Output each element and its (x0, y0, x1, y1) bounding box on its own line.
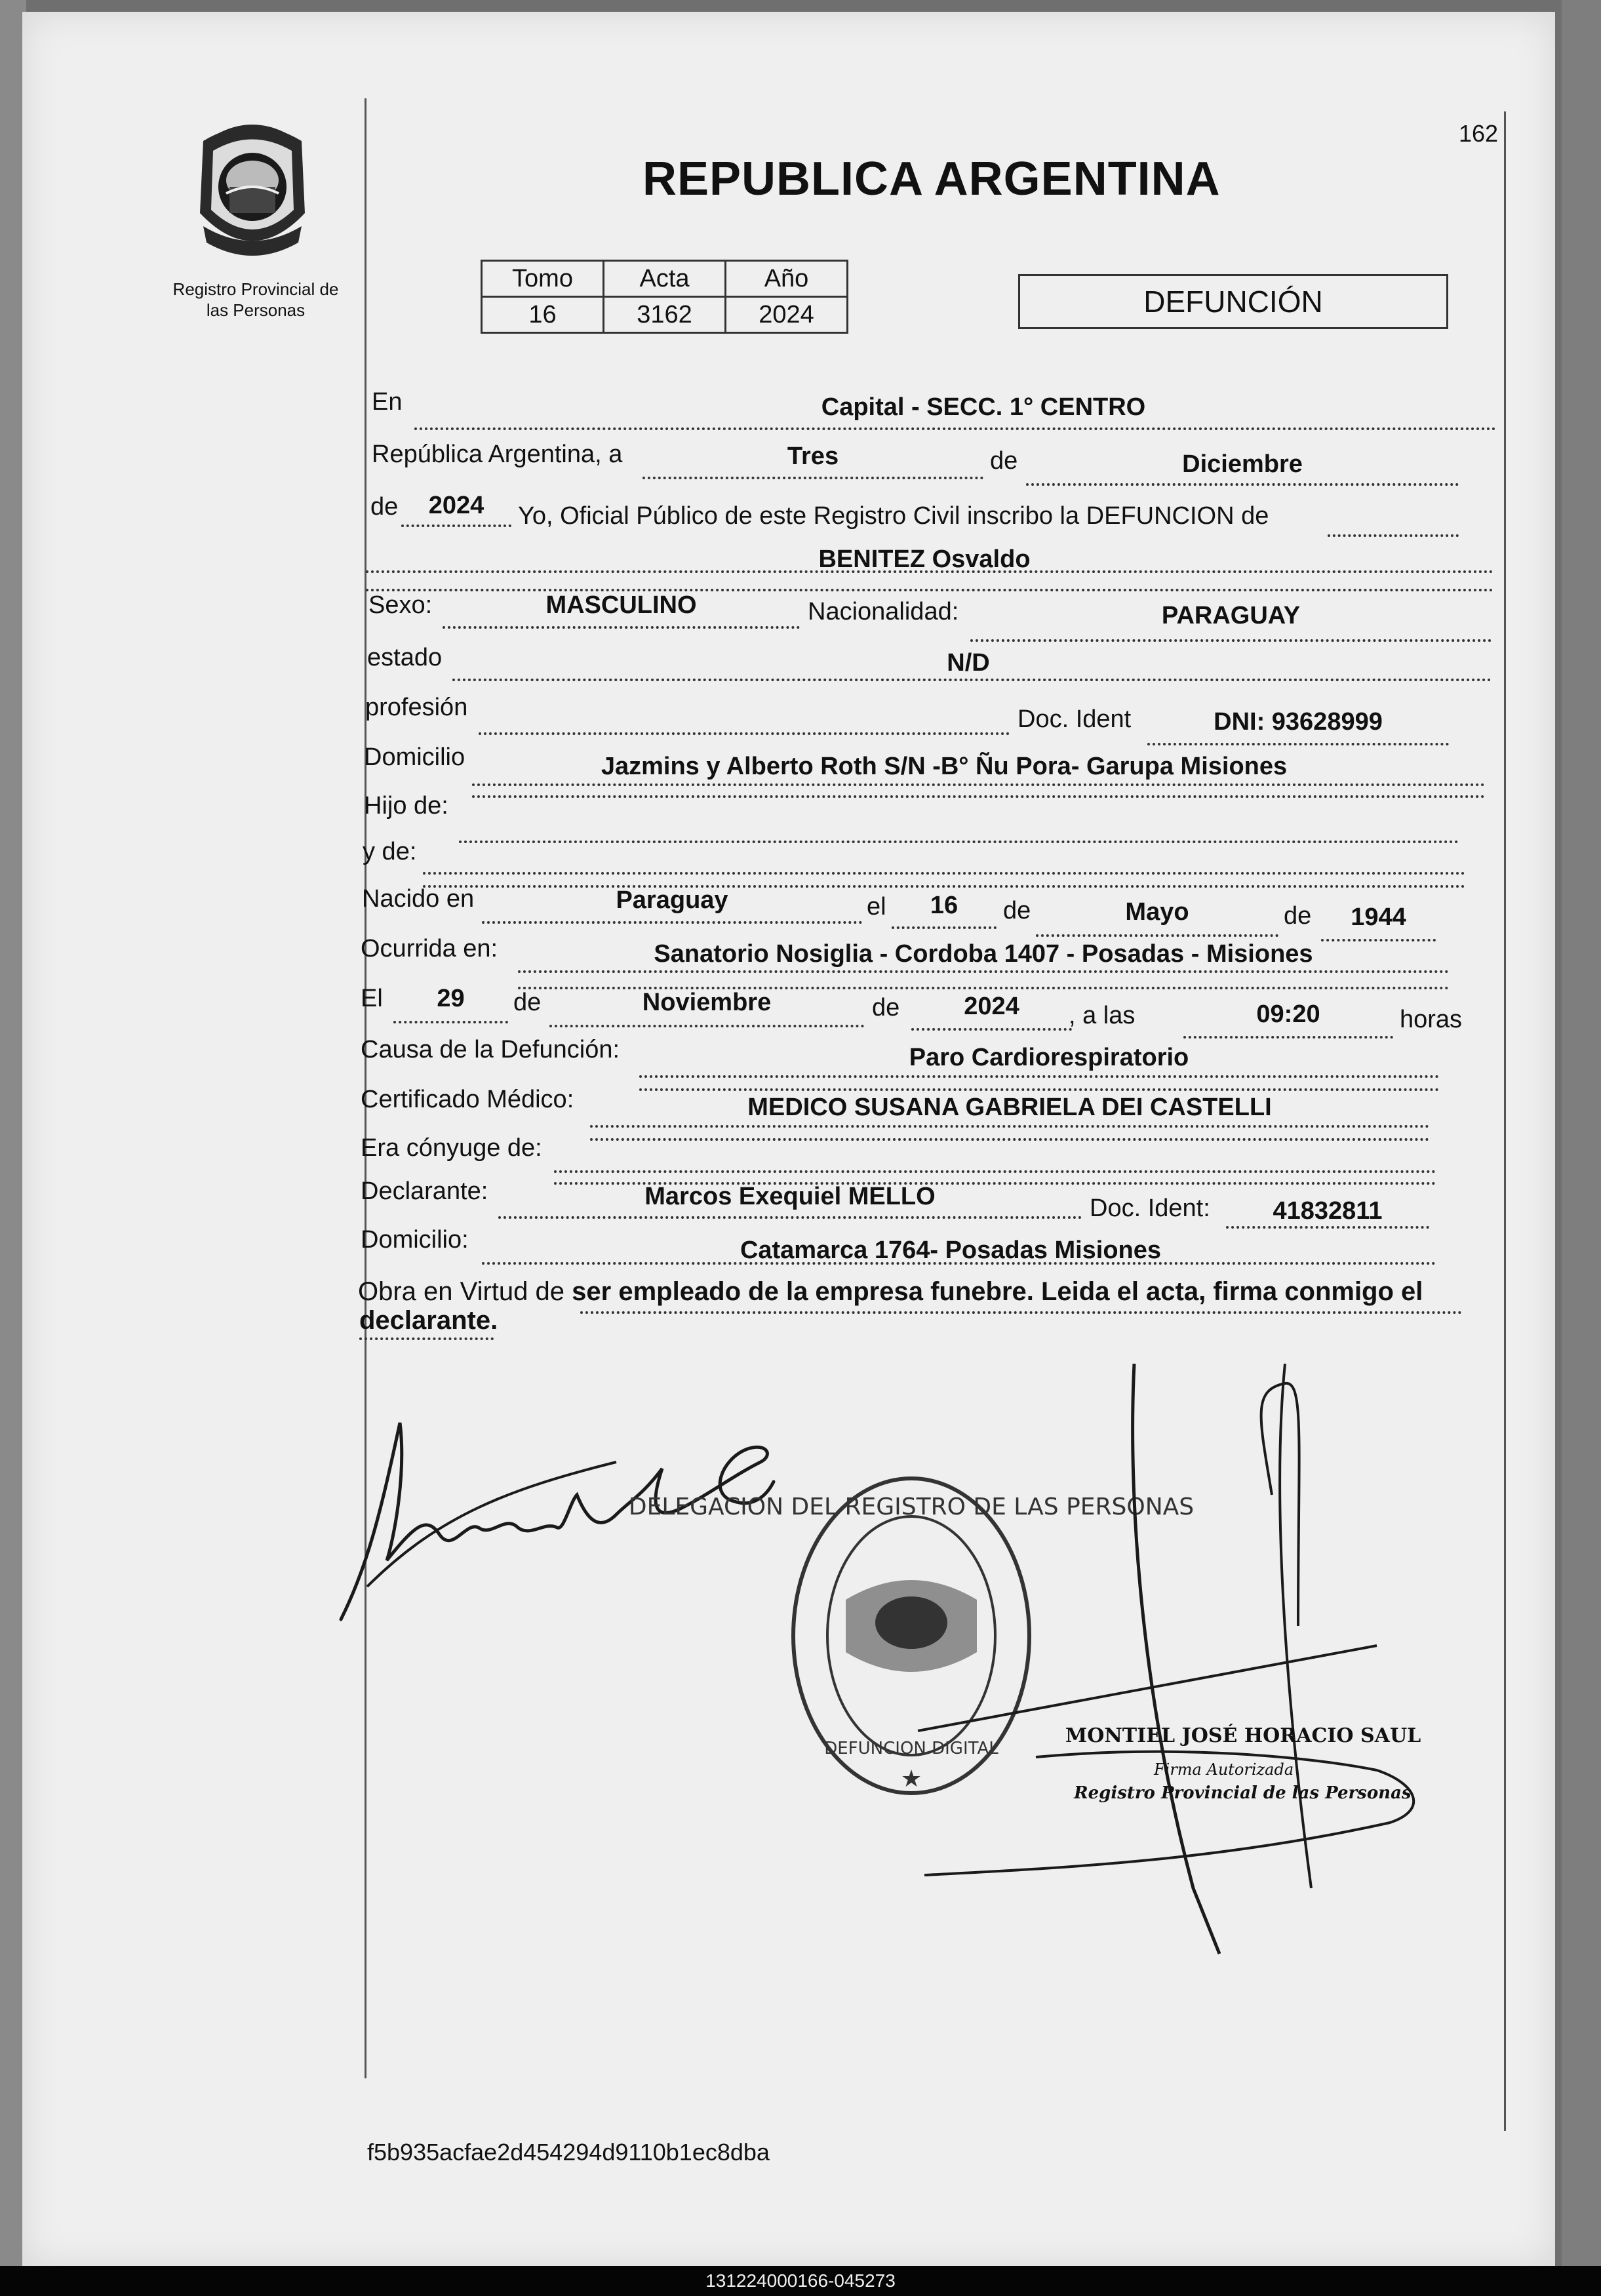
label-fecha-el: El (361, 985, 383, 1012)
dots-causa-b (639, 1088, 1439, 1091)
official-stamp-role: Firma Autorizada (1154, 1760, 1294, 1779)
label-estado: estado (367, 644, 443, 671)
dots-nacionalidad (970, 639, 1492, 642)
label-causa: Causa de la Defunción: (361, 1036, 620, 1063)
value-death-year: 2024 (964, 993, 1019, 1020)
ref-header-acta: Acta (604, 261, 726, 297)
dots-death-day (393, 1021, 508, 1023)
official-signature (918, 1364, 1442, 1954)
label-republica-de: de (990, 447, 1018, 475)
label-nacionalidad: Nacionalidad: (808, 598, 959, 625)
value-obra-line1: ser empleado de la empresa funebre. Leida el acta, firma conmigo el (572, 1277, 1423, 1306)
value-doc-ident: DNI: 93628999 (1214, 708, 1383, 736)
dots-en (414, 427, 1496, 430)
label-sexo: Sexo: (368, 591, 433, 619)
dots-birth-place (482, 921, 862, 924)
label-republica: República Argentina, a (372, 441, 623, 468)
ref-value-tomo: 16 (482, 297, 604, 333)
value-sexo: MASCULINO (545, 591, 697, 619)
record-type-box: DEFUNCIÓN (1018, 274, 1448, 329)
label-fecha-horas: horas (1400, 1006, 1463, 1033)
registry-caption-line1: Registro Provincial de (172, 279, 339, 299)
right-margin-line (1504, 111, 1506, 2131)
label-nacido-de2: de (1284, 902, 1312, 930)
registry-caption (151, 279, 361, 321)
label-fecha-a-las: , a las (1069, 1002, 1136, 1029)
dots-estado (452, 679, 1492, 681)
reference-table (481, 260, 848, 334)
ref-value-ano: 2024 (726, 297, 848, 333)
document-title: REPUBLICA ARGENTINA (642, 153, 1221, 205)
dots-year (401, 525, 511, 527)
label-domicilio: Domicilio (364, 743, 465, 771)
dots-doc-ident (1147, 743, 1449, 745)
value-declarante-domicilio: Catamarca 1764- Posadas Misiones (740, 1237, 1162, 1264)
label-profesion: profesión (365, 694, 468, 721)
label-declarante-doc: Doc. Ident: (1090, 1195, 1210, 1222)
label-obra: Obra en Virtud de (358, 1277, 565, 1306)
label-year-de: de (370, 493, 399, 521)
obra-en-virtud-line1 (358, 1277, 1423, 1307)
scan-edge-right (1562, 0, 1601, 2268)
label-en: En (372, 388, 403, 416)
dots-death-month (549, 1025, 864, 1027)
value-cause-of-death: Paro Cardiorespiratorio (909, 1044, 1189, 1071)
ref-header-tomo: Tomo (482, 261, 604, 297)
dots-conyuge-a (554, 1170, 1436, 1173)
value-medical-certificate: MEDICO SUSANA GABRIELA DEI CASTELLI (747, 1094, 1272, 1121)
dots-hijo-de (459, 841, 1459, 843)
value-obra-line2: declarante. (359, 1306, 498, 1335)
label-nacido-en: Nacido en (362, 885, 475, 913)
value-death-day: 29 (437, 985, 465, 1012)
dots-obra-line2 (359, 1337, 494, 1340)
dots-declarante-doc (1226, 1226, 1429, 1229)
ref-header-ano: Año (726, 261, 848, 297)
ref-value-acta: 3162 (604, 297, 726, 333)
registry-statement: Yo, Oficial Público de este Registro Civil inscribo la DEFUNCION de (518, 502, 1269, 530)
dots-certificado-a (590, 1125, 1429, 1128)
value-nacionalidad: PARAGUAY (1161, 602, 1301, 629)
label-ocurrida-en: Ocurrida en: (361, 935, 498, 962)
label-hijo-de: Hijo de: (364, 792, 448, 820)
label-fecha-de1: de (513, 989, 542, 1016)
provincial-crest-logo (190, 115, 315, 266)
official-stamp-name: MONTIEL JOSÉ HORACIO SAUL (1065, 1724, 1421, 1747)
value-death-month: Noviembre (642, 989, 772, 1016)
dots-causa-a (639, 1075, 1439, 1078)
label-conyuge: Era cónyuge de: (361, 1134, 542, 1162)
value-domicilio: Jazmins y Alberto Roth S/N -B° Ñu Pora- Garupa Misiones (601, 753, 1288, 780)
dots-profesion (479, 732, 1010, 735)
dots-month (1026, 483, 1459, 486)
dots-certificado-b (590, 1138, 1429, 1141)
value-registry-month: Diciembre (1182, 450, 1303, 478)
label-declarante-domicilio: Domicilio: (361, 1226, 469, 1254)
dots-birth-month (1036, 934, 1278, 937)
value-death-registry-day: Tres (787, 443, 839, 470)
dots-declarante (498, 1216, 1082, 1219)
label-nacido-de1: de (1003, 897, 1031, 924)
value-death-time: 09:20 (1256, 1000, 1320, 1028)
registry-caption-line2: las Personas (206, 300, 306, 320)
official-stamp-office: Registro Provincial de las Personas (1074, 1783, 1412, 1803)
dots-statement-end (1328, 534, 1459, 537)
svg-text:★: ★ (900, 1765, 922, 1792)
value-birth-year: 1944 (1351, 903, 1406, 931)
value-estado: N/D (947, 649, 990, 677)
dots-domicilio-a (472, 783, 1485, 786)
seal-inner-text: DEFUNCION DIGITAL (824, 1739, 998, 1758)
dots-y-de-a (423, 872, 1465, 875)
dots-day (642, 477, 983, 479)
label-declarante: Declarante: (361, 1178, 488, 1205)
scan-id-bar: 131224000166-045273 (0, 2266, 1601, 2296)
dots-death-time (1183, 1036, 1393, 1039)
value-en: Capital - SECC. 1° CENTRO (821, 393, 1146, 421)
value-deceased-name: BENITEZ Osvaldo (818, 545, 1031, 573)
label-doc-ident: Doc. Ident (1018, 705, 1132, 733)
value-birth-month: Mayo (1125, 898, 1189, 926)
seal-ring-text: DELEGACION DEL REGISTRO DE LAS PERSONAS (628, 1494, 1195, 1520)
label-y-de: y de: (363, 838, 417, 865)
value-declarante-doc: 41832811 (1273, 1197, 1383, 1225)
label-fecha-de2: de (872, 994, 900, 1021)
dots-sexo (443, 626, 800, 629)
value-registry-year: 2024 (428, 492, 484, 519)
value-place-of-death: Sanatorio Nosiglia - Cordoba 1407 - Posadas - Misiones (654, 940, 1313, 968)
page-number: 162 (1459, 120, 1499, 147)
label-certificado: Certificado Médico: (361, 1086, 574, 1113)
value-declarante: Marcos Exequiel MELLO (644, 1183, 936, 1210)
dots-death-year (911, 1028, 1072, 1031)
dots-ocurrida-a (518, 970, 1449, 973)
label-nacido-el: el (867, 893, 886, 920)
value-birth-place: Paraguay (616, 886, 728, 914)
document-hash: f5b935acfae2d454294d9110b1ec8dba (367, 2139, 770, 2166)
dots-obra (580, 1311, 1462, 1314)
dots-birth-day (892, 926, 997, 929)
value-birth-day: 16 (930, 892, 959, 919)
dots-domicilio-b (472, 795, 1485, 798)
